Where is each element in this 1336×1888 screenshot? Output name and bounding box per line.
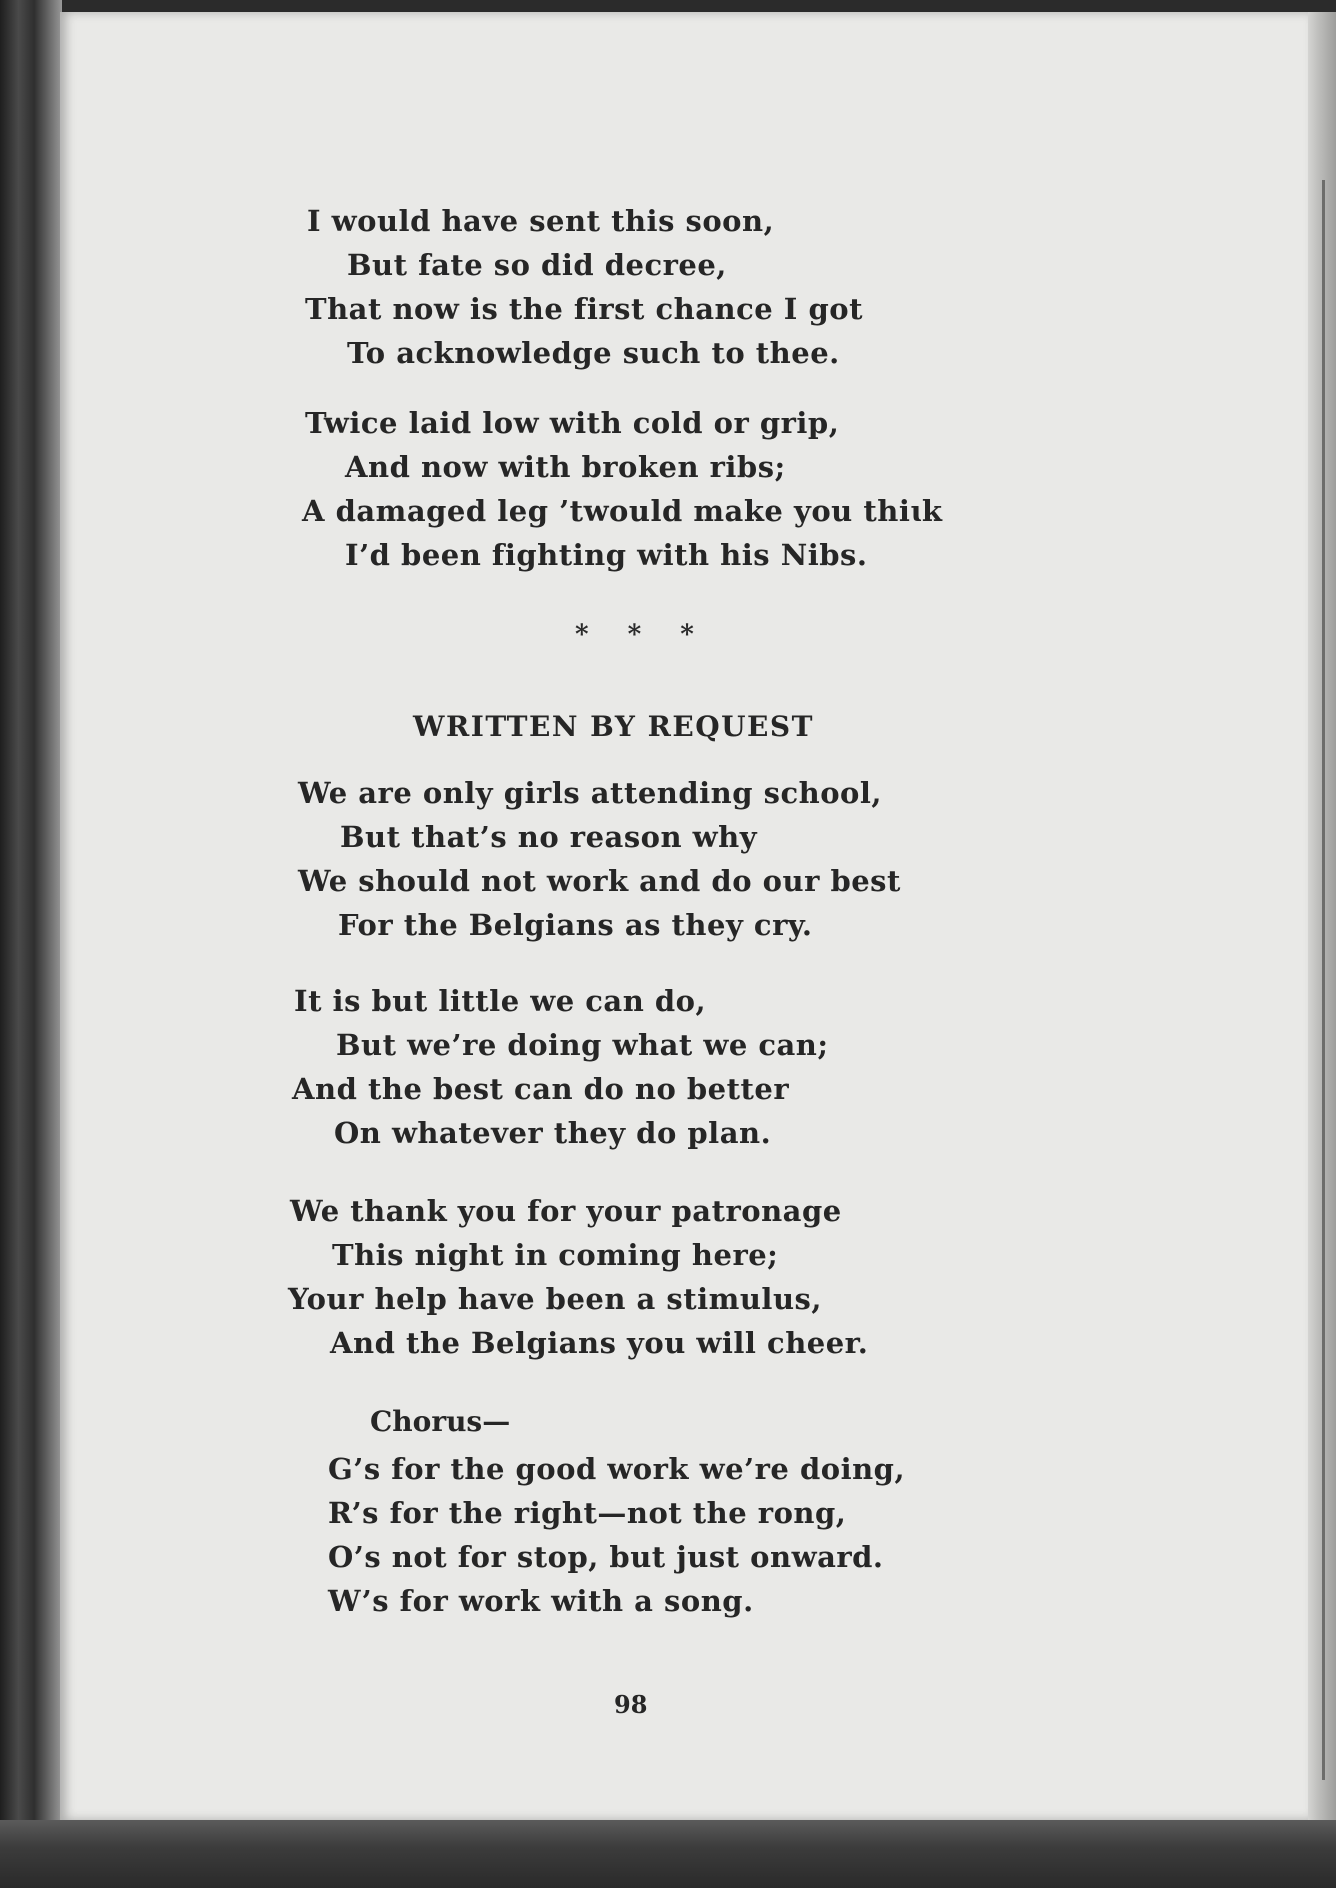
- verse-line: But we’re doing what we can;: [336, 1028, 829, 1062]
- verse-line: And the Belgians you will cheer.: [330, 1326, 869, 1360]
- verse-line: And the best can do no better: [292, 1072, 790, 1106]
- verse-line: W’s for work with a song.: [328, 1584, 754, 1618]
- verse-line: And now with broken ribs;: [345, 450, 786, 484]
- verse-line: We thank you for your patronage: [290, 1194, 842, 1228]
- verse-line: But that’s no reason why: [340, 820, 758, 854]
- poem-title: WRITTEN BY REQUEST: [413, 710, 814, 743]
- book-spine: [0, 0, 62, 1888]
- page-right-edge-line: [1322, 180, 1325, 1780]
- page-number: 98: [614, 1690, 648, 1719]
- verse-line: Your help have been a stimulus,: [288, 1282, 822, 1316]
- bottom-edge: [0, 1820, 1336, 1888]
- verse-line: A damaged leg ’twould make you thiɩk: [302, 494, 943, 528]
- verse-line: We are only girls attending school,: [298, 776, 883, 810]
- verse-line: On whatever they do plan.: [334, 1116, 772, 1150]
- verse-line: I would have sent this soon,: [307, 204, 775, 238]
- verse-line: For the Belgians as they cry.: [338, 908, 813, 942]
- verse-line: That now is the first chance I got: [305, 292, 863, 326]
- top-edge: [0, 0, 1336, 12]
- verse-line: Twice laid low with cold or grip,: [305, 406, 840, 440]
- verse-line: We should not work and do our best: [298, 864, 901, 898]
- verse-line: I’d been fighting with his Nibs.: [345, 538, 868, 572]
- verse-line: R’s for the right—not the rong,: [328, 1496, 847, 1530]
- verse-line: It is but little we can do,: [294, 984, 707, 1018]
- section-separator: * * *: [575, 620, 694, 650]
- verse-line: This night in coming here;: [332, 1238, 779, 1272]
- verse-line: O’s not for stop, but just onward.: [328, 1540, 884, 1574]
- verse-line: To acknowledge such to thee.: [347, 336, 840, 370]
- chorus-label: Chorus—: [370, 1405, 511, 1438]
- verse-line: G’s for the good work we’re doing,: [328, 1452, 906, 1486]
- verse-line: But fate so did decree,: [347, 248, 727, 282]
